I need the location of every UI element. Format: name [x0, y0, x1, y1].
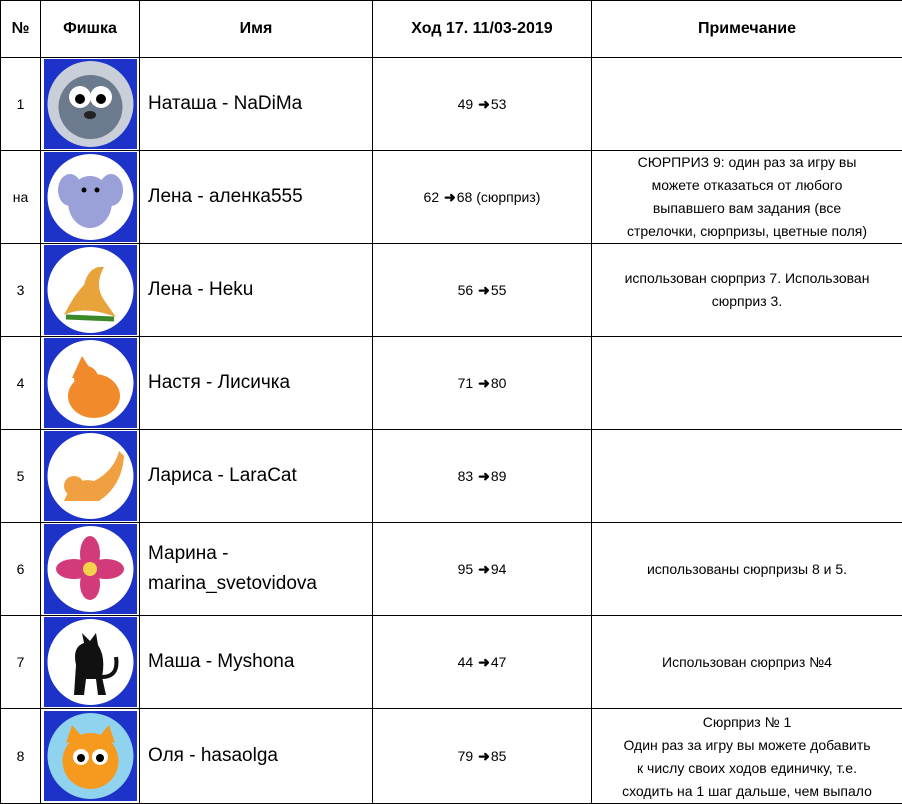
note-cell	[592, 523, 902, 616]
note-cell	[592, 709, 902, 804]
name-cell	[140, 616, 373, 709]
table-row	[1, 337, 902, 430]
name-cell	[140, 151, 373, 244]
arrow-right-icon: ➜	[478, 282, 490, 299]
row-number: 4	[1, 337, 41, 430]
note-line: Использован сюрприз №4	[662, 654, 832, 670]
row-number: 1	[1, 58, 41, 151]
header-move: Ход 17. 11/03-2019	[373, 1, 592, 58]
arrow-right-icon: ➜	[478, 375, 490, 392]
move-to: 94	[491, 561, 507, 577]
table-row	[1, 616, 902, 709]
note-line: использованы сюрпризы 8 и 5.	[647, 561, 847, 577]
move-from: 71	[458, 375, 474, 391]
note-cell	[592, 151, 902, 244]
row-number: 8	[1, 709, 41, 804]
header-note: Примечание	[592, 1, 902, 58]
player-name-line: marina_svetovidova	[148, 573, 317, 594]
move-from: 44	[458, 654, 474, 670]
orange-cat-avatar-icon	[44, 711, 137, 801]
elephant-avatar-icon	[44, 152, 137, 242]
arrow-right-icon: ➜	[478, 654, 490, 671]
name-cell	[140, 430, 373, 523]
note-line: Один раз за игру вы можете добавить	[623, 737, 870, 753]
note-cell	[592, 58, 902, 151]
token-cell	[41, 58, 140, 151]
arrow-right-icon: ➜	[478, 561, 490, 578]
move-from: 49	[458, 96, 474, 112]
row-number: 6	[1, 523, 41, 616]
token-cell	[41, 616, 140, 709]
table-row	[1, 523, 902, 616]
note-line: СЮРПРИЗ 9: один раз за игру вы	[638, 154, 857, 170]
name-cell	[140, 244, 373, 337]
name-cell	[140, 58, 373, 151]
token-cell	[41, 244, 140, 337]
move-cell	[373, 151, 592, 244]
header-name: Имя	[140, 1, 373, 58]
token-cell	[41, 523, 140, 616]
token-cell	[41, 151, 140, 244]
note-line: можете отказаться от любого	[652, 177, 843, 193]
move-to: 85	[491, 748, 507, 764]
mole-avatar-icon	[44, 59, 137, 149]
fox-avatar-icon	[44, 338, 137, 428]
move-cell	[373, 709, 592, 804]
header-token: Фишка	[41, 1, 140, 58]
name-cell	[140, 523, 373, 616]
name-cell	[140, 709, 373, 804]
note-line: к числу своих ходов единичку, т.е.	[637, 760, 857, 776]
header-row	[1, 1, 902, 58]
name-cell	[140, 337, 373, 430]
table-row	[1, 151, 902, 244]
row-number: 5	[1, 430, 41, 523]
arrow-right-icon: ➜	[478, 96, 490, 113]
move-cell	[373, 430, 592, 523]
move-cell	[373, 616, 592, 709]
table-row	[1, 58, 902, 151]
table-row	[1, 430, 902, 523]
row-number: 7	[1, 616, 41, 709]
player-name: Настя - Лисичка	[148, 372, 290, 393]
move-from: 79	[458, 748, 474, 764]
note-cell	[592, 244, 902, 337]
row-number: 3	[1, 244, 41, 337]
note-line: сходить на 1 шаг дальше, чем выпало	[622, 783, 872, 799]
black-cat-avatar-icon	[44, 617, 137, 707]
player-name-line: Марина -	[148, 543, 228, 564]
header-num: №	[1, 1, 41, 58]
move-to: 89	[491, 468, 507, 484]
note-line: сюрприз 3.	[712, 293, 782, 309]
move-from: 56	[458, 282, 474, 298]
move-to: 53	[491, 96, 507, 112]
note-cell	[592, 337, 902, 430]
player-name: Лена - Heku	[148, 279, 253, 300]
move-from: 95	[458, 561, 474, 577]
move-cell	[373, 58, 592, 151]
move-cell	[373, 337, 592, 430]
move-cell	[373, 523, 592, 616]
player-name: Лена - аленка555	[148, 186, 303, 207]
note-line: стрелочки, сюрпризы, цветные поля)	[627, 223, 867, 239]
arrow-right-icon: ➜	[478, 748, 490, 765]
move-extra: (сюрприз)	[476, 189, 540, 205]
note-line: использован сюрприз 7. Использован	[625, 270, 870, 286]
table-row	[1, 709, 902, 804]
row-number: на	[1, 151, 41, 244]
move-from: 62	[424, 189, 440, 205]
move-to: 55	[491, 282, 507, 298]
arrow-right-icon: ➜	[444, 189, 456, 206]
move-to: 47	[491, 654, 507, 670]
move-to: 68	[457, 189, 473, 205]
token-cell	[41, 430, 140, 523]
player-name: Лариса - LaraCat	[148, 465, 297, 486]
move-from: 83	[458, 468, 474, 484]
note-cell	[592, 616, 902, 709]
move-to: 80	[491, 375, 507, 391]
player-name: Маша - Myshona	[148, 651, 294, 672]
table-row	[1, 244, 902, 337]
note-line: Сюрприз № 1	[703, 714, 792, 730]
player-name: Оля - hasaolga	[148, 745, 278, 766]
arrow-right-icon: ➜	[478, 468, 490, 485]
flower-avatar-icon	[44, 524, 137, 614]
move-cell	[373, 244, 592, 337]
token-cell	[41, 709, 140, 804]
token-cell	[41, 337, 140, 430]
cat-avatar-icon	[44, 431, 137, 521]
note-cell	[592, 430, 902, 523]
note-line: выпавшего вам задания (все	[653, 200, 841, 216]
dragon-avatar-icon	[44, 245, 137, 335]
player-name: Наташа - NaDiMa	[148, 93, 302, 114]
